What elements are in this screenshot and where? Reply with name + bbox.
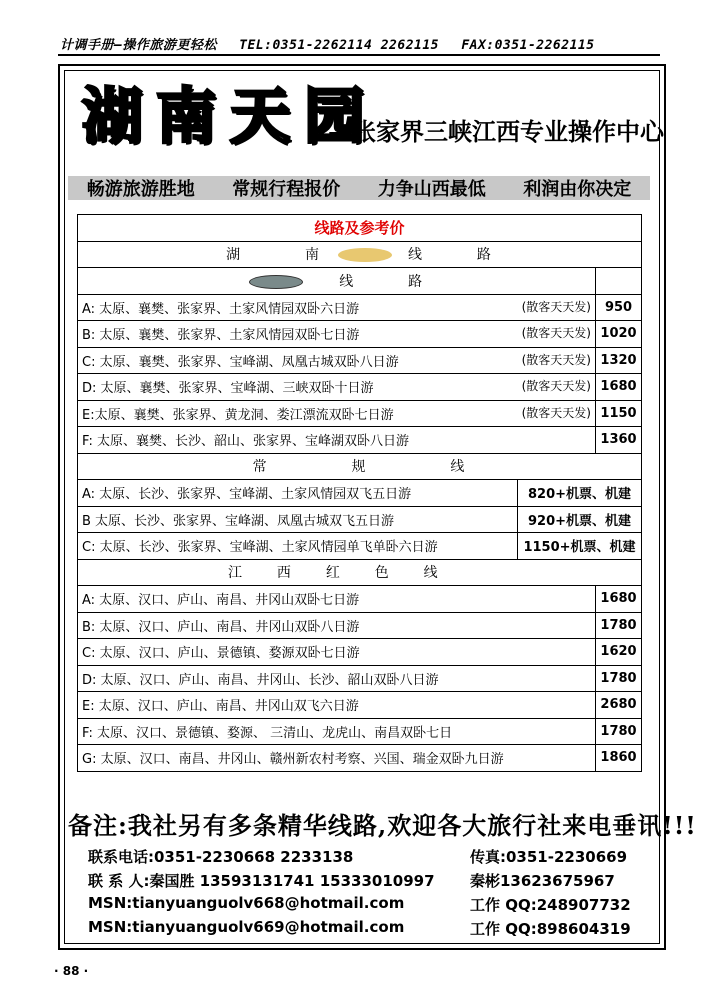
remark-text: 备注:我社另有多条精华线路,欢迎各大旅行社来电垂讯!!! bbox=[68, 811, 697, 840]
route-text: C: 太原、襄樊、张家界、宝峰湖、凤凰古城双卧八日游 bbox=[82, 354, 399, 370]
contact-msn-2[interactable]: MSN:tianyuanguolv669@hotmail.com bbox=[88, 918, 405, 936]
header-fax: FAX:0351-2262115 bbox=[461, 38, 595, 53]
route-price: 1680 bbox=[596, 586, 642, 613]
table-row bbox=[78, 665, 642, 692]
section-sub-row bbox=[78, 268, 642, 295]
table-row bbox=[78, 533, 642, 560]
route-name: G: 太原、汉口、南昌、井冈山、赣州新农村考察、兴国、瑞金双卧九日游 bbox=[78, 745, 596, 772]
route-name bbox=[78, 400, 596, 427]
slogan-item: 利润由你决定 bbox=[523, 179, 632, 200]
route-price: 1780 bbox=[596, 612, 642, 639]
route-price: 1780 bbox=[596, 718, 642, 745]
route-name bbox=[78, 374, 596, 401]
contact-person-2: 秦彬13623675967 bbox=[470, 872, 615, 890]
route-price: 920+机票、机建 bbox=[518, 506, 642, 533]
section-regular-row bbox=[78, 453, 642, 480]
route-price: 1360 bbox=[596, 427, 642, 454]
route-name: A: 太原、长沙、张家界、宝峰湖、土家风情园双飞五日游 bbox=[78, 480, 518, 507]
brand-subtitle: —张家界三峡江西专业操作中心 bbox=[328, 118, 664, 146]
section-char: 路 bbox=[408, 273, 425, 290]
table-title-row bbox=[78, 215, 642, 242]
empty-cell bbox=[596, 268, 642, 295]
section-char: 西 bbox=[276, 565, 293, 582]
route-price: 1680 bbox=[596, 374, 642, 401]
section-jiangxi bbox=[78, 559, 642, 586]
route-text: E:太原、襄樊、张家界、黄龙洞、娄江漂流双卧七日游 bbox=[82, 407, 394, 423]
table-row bbox=[78, 321, 642, 348]
section-regular bbox=[78, 453, 642, 480]
section-char: 线 bbox=[450, 459, 467, 476]
contact-phone: 联系电话:0351-2230668 2233138 bbox=[88, 848, 354, 866]
contact-qq-2: 工作 QQ:898604319 bbox=[470, 920, 631, 938]
route-name: D: 太原、汉口、庐山、南昌、井冈山、长沙、韶山双卧八日游 bbox=[78, 665, 596, 692]
section-char: 线 bbox=[339, 273, 356, 290]
route-name: A: 太原、汉口、庐山、南昌、井冈山双卧七日游 bbox=[78, 586, 596, 613]
section-hunan-row bbox=[78, 241, 642, 268]
route-price: 1860 bbox=[596, 745, 642, 772]
contact-msn-1[interactable]: MSN:tianyuanguolv668@hotmail.com bbox=[88, 894, 405, 912]
routes-table bbox=[77, 214, 642, 772]
section-char: 湖 bbox=[226, 247, 243, 264]
route-text: D: 太原、襄樊、张家界、宝峰湖、三峡双卧十日游 bbox=[82, 381, 374, 397]
route-price: 820+机票、机建 bbox=[518, 480, 642, 507]
table-row bbox=[78, 480, 642, 507]
section-char: 江 bbox=[228, 565, 244, 582]
route-text: B: 太原、襄樊、张家界、土家风情园双卧七日游 bbox=[82, 328, 360, 344]
route-name: C: 太原、长沙、张家界、宝峰湖、土家风情园单飞单卧六日游 bbox=[78, 533, 518, 560]
route-name: F: 太原、汉口、景德镇、婺源、 三清山、龙虎山、南昌双卧七日 bbox=[78, 718, 596, 745]
route-price: 1150+机票、机建 bbox=[518, 533, 642, 560]
route-name: E: 太原、汉口、庐山、南昌、井冈山双飞六日游 bbox=[78, 692, 596, 719]
header-rule bbox=[58, 54, 660, 56]
route-note: (散客天天发) bbox=[521, 299, 591, 314]
section-jiangxi-row bbox=[78, 559, 642, 586]
route-note: (散客天天发) bbox=[521, 326, 591, 341]
route-price: 1780 bbox=[596, 665, 642, 692]
boat-decoration-icon bbox=[249, 275, 303, 289]
route-price: 1620 bbox=[596, 639, 642, 666]
header-slogan: 计调手册—操作旅游更轻松 bbox=[60, 38, 217, 53]
table-row bbox=[78, 612, 642, 639]
table-row bbox=[78, 586, 642, 613]
table-title: 线路及参考价 bbox=[78, 215, 642, 242]
brand-name: 湖南天园 bbox=[82, 82, 378, 152]
route-note: (散客天天发) bbox=[521, 379, 591, 394]
route-name bbox=[78, 347, 596, 374]
section-char: 红 bbox=[325, 565, 342, 582]
table-row bbox=[78, 400, 642, 427]
cloud-decoration-icon bbox=[338, 248, 392, 262]
section-char: 路 bbox=[476, 247, 493, 264]
section-char: 线 bbox=[407, 247, 424, 264]
section-sub bbox=[78, 268, 596, 295]
table-row bbox=[78, 639, 642, 666]
section-char: 常 bbox=[252, 459, 269, 476]
route-price: 2680 bbox=[596, 692, 642, 719]
table-row bbox=[78, 347, 642, 374]
table-row bbox=[78, 745, 642, 772]
header-tel: TEL:0351-2262114 2262115 bbox=[239, 38, 439, 53]
slogan-item: 畅游旅游胜地 bbox=[86, 179, 195, 200]
slogan-bar bbox=[68, 176, 650, 200]
route-note: (散客天天发) bbox=[521, 352, 591, 367]
table-row bbox=[78, 718, 642, 745]
route-name: B 太原、长沙、张家界、宝峰湖、凤凰古城双飞五日游 bbox=[78, 506, 518, 533]
slogan-item: 力争山西最低 bbox=[377, 179, 486, 200]
route-price: 1320 bbox=[596, 347, 642, 374]
route-name bbox=[78, 427, 596, 454]
header-line bbox=[60, 34, 658, 52]
section-char: 南 bbox=[305, 247, 322, 264]
section-hunan bbox=[78, 241, 642, 268]
table-row bbox=[78, 294, 642, 321]
contact-fax: 传真:0351-2230669 bbox=[470, 848, 628, 866]
route-text: A: 太原、襄樊、张家界、土家风情园双卧六日游 bbox=[82, 301, 360, 317]
section-char: 规 bbox=[351, 459, 368, 476]
page-number: · 88 · bbox=[54, 964, 89, 978]
route-name bbox=[78, 294, 596, 321]
section-char: 色 bbox=[374, 565, 391, 582]
table-row bbox=[78, 692, 642, 719]
contact-qq-1: 工作 QQ:248907732 bbox=[470, 896, 631, 914]
route-name bbox=[78, 321, 596, 348]
route-price: 1020 bbox=[596, 321, 642, 348]
route-note: (散客天天发) bbox=[521, 405, 591, 420]
table-row bbox=[78, 506, 642, 533]
section-char: 线 bbox=[423, 565, 440, 582]
contact-person: 联 系 人:秦国胜 13593131741 15333010997 bbox=[88, 872, 435, 890]
route-price: 1150 bbox=[596, 400, 642, 427]
table-row bbox=[78, 427, 642, 454]
route-name: B: 太原、汉口、庐山、南昌、井冈山双卧八日游 bbox=[78, 612, 596, 639]
route-name: C: 太原、汉口、庐山、景德镇、婺源双卧七日游 bbox=[78, 639, 596, 666]
route-text: F: 太原、襄樊、长沙、韶山、张家界、宝峰湖双卧八日游 bbox=[82, 434, 409, 450]
slogan-item: 常规行程报价 bbox=[232, 179, 341, 200]
route-price: 950 bbox=[596, 294, 642, 321]
table-row bbox=[78, 374, 642, 401]
